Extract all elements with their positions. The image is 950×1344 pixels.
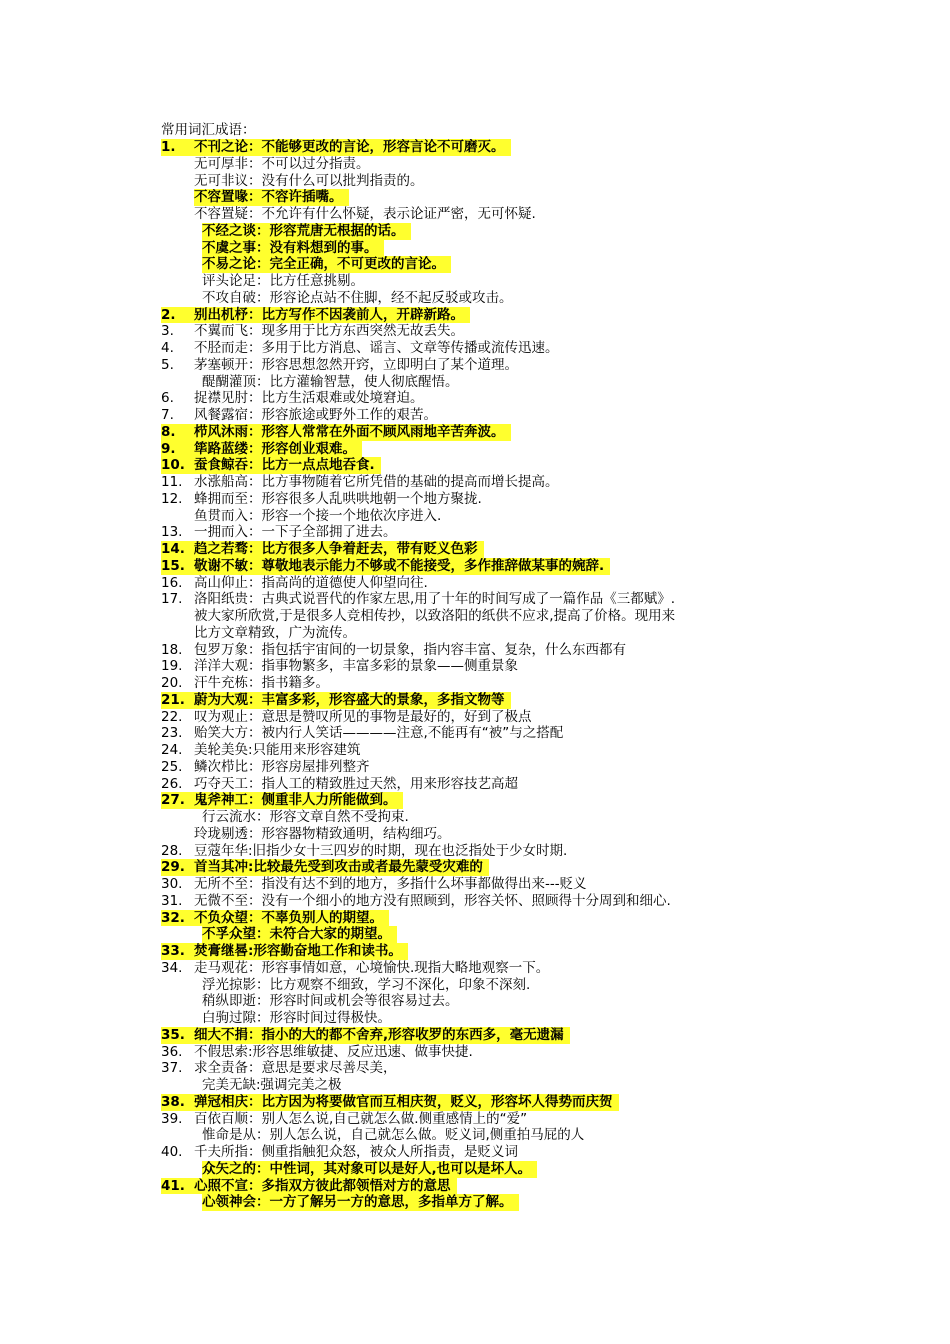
item-text: 无可厚非：不可以过分指责。 [194,155,370,172]
list-item [161,1094,841,1111]
item-number: 18. [161,641,183,658]
list-item [161,575,841,592]
item-text: 别出机杼：比方写作不因袭前人，开辟新路。 [194,307,470,324]
list-item [161,625,841,642]
item-number: 36. [161,1043,183,1060]
item-text: 首当其冲:比较最先受到攻击或者最先蒙受灾难的 [194,859,489,876]
list-item [161,742,841,759]
item-number: 28. [161,842,183,859]
list-item [161,1144,841,1161]
item-text: 栉风沐雨：形容人常常在外面不顾风雨地辛苦奔波。 [194,424,511,441]
list-item [161,357,841,374]
list-item [161,893,841,910]
item-text: 洋洋大观：指事物繁多，丰富多彩的景象——侧重景象 [194,658,518,675]
item-text: 不容置喙：不容许插嘴。 [194,189,349,206]
item-number: 4. [161,340,174,356]
item-text: 美轮美奂:只能用来形容建筑 [194,742,361,758]
item-text: 浮光掠影：比方观察不细致，学习不深化，印象不深刻. [202,976,531,993]
list-item [161,1044,841,1061]
item-number: 7. [161,407,174,423]
list-item [161,173,841,190]
item-text: 求全责备：意思是要求尽善尽美， [194,1060,397,1077]
list-item [161,859,841,876]
list-item [161,1027,841,1044]
item-number: 25. [161,758,183,775]
item-text: 完美无缺:强调完美之极 [202,1077,342,1093]
list-item [161,826,841,843]
item-number: 29. [161,859,209,876]
list-item [161,658,841,675]
item-text: 无可非议：没有什么可以批判指责的。 [194,172,424,189]
list-item [161,926,841,943]
item-text: 筚路蓝缕：形容创业艰难。 [194,441,362,458]
item-text: 汗牛充栋：指书籍多。 [194,675,329,691]
item-number: 3. [161,323,174,340]
list-item [161,792,841,809]
item-number: 6. [161,390,174,407]
item-text: 稍纵即逝：形容时间或机会等很容易过去。 [202,993,459,1010]
item-text: 评头论足：比方任意挑剔。 [202,273,364,289]
item-number: 30. [161,876,183,892]
item-text: 不攻自破：形容论点站不住脚，经不起反驳或攻击。 [202,289,513,306]
item-text: 不胫而走：多用于比方消息、谣言、文章等传播或流传迅速。 [194,340,559,356]
item-number: 2. [161,307,200,324]
item-text: 千夫所指：侧重指触犯众怒，被众人所指责，是贬义词 [194,1144,518,1160]
item-text: 白驹过隙：形容时间过得极快。 [202,1010,391,1026]
item-text: 无微不至：没有一个细小的地方没有照顾到，形容关怀、照顾得十分周到和细心. [194,892,671,909]
item-number: 20. [161,675,183,691]
item-text: 不经之谈：形容荒唐无根据的话。 [202,223,411,240]
item-number: 21. [161,692,209,709]
list-item [161,943,841,960]
list-item [161,206,841,223]
item-text: 巧夺天工：指人工的精致胜过天然，用来形容技艺高超 [194,775,518,792]
list-item [161,1077,841,1094]
item-text: 惟命是从：别人怎么说，自己就怎么做。贬义词,侧重拍马屁的人 [202,1127,585,1144]
item-text: 比方文章精致，广为流传。 [194,624,356,641]
item-text: 一拥而入：一下子全部拥了进去。 [194,524,397,541]
item-number: 12. [161,490,183,507]
document-body [161,122,841,1211]
item-text: 不刊之论：不能够更改的言论，形容言论不可磨灭。 [194,139,511,156]
item-number: 24. [161,742,183,758]
list-item [161,960,841,977]
item-text: 醍醐灌顶：比方灌输智慧，使人彻底醒悟。 [202,373,459,390]
item-number: 9. [161,441,200,458]
item-number: 33. [161,943,209,960]
item-text: 被大家所欣赏,于是很多人竞相传抄，以致洛阳的纸供不应求,提高了价格。现用来 [194,608,676,624]
item-text: 焚膏继晷:形容勤奋地工作和读书。 [194,943,408,960]
item-number: 35. [161,1027,209,1044]
list-item [161,189,841,206]
item-text: 包罗万象：指包括宇宙间的一切景象，指内容丰富、复杂，什么东西都有 [194,641,626,658]
document-title: 常用词汇成语： [161,122,256,138]
list-item [161,692,841,709]
list-item [161,256,841,273]
list-item [161,675,841,692]
item-number: 34. [161,959,183,976]
list-item [161,1010,841,1027]
list-item [161,340,841,357]
item-text: 鬼斧神工：侧重非人力所能做到。 [194,792,403,809]
item-text: 叹为观止：意思是赞叹所见的事物是最好的，好到了极点 [194,708,532,725]
item-text: 不负众望：不辜负别人的期望。 [194,910,389,927]
item-number: 5. [161,356,174,373]
item-text: 不孚众望：未符合大家的期望。 [202,926,397,943]
list-item [161,390,841,407]
item-number: 38. [161,1094,209,1111]
list-item [161,223,841,240]
list-item [161,240,841,257]
item-text: 蜂拥而至：形容很多人乱哄哄地朝一个地方聚拢. [194,490,482,507]
list-item [161,1161,841,1178]
item-text: 贻笑大方：被内行人笑话————注意,不能再有“被”与之搭配 [194,725,564,742]
list-item [161,474,841,491]
item-number: 39. [161,1110,183,1127]
item-number: 10. [161,457,209,474]
item-text: 不翼而飞：现多用于比方东西突然无故丢失。 [194,323,464,340]
list-item [161,374,841,391]
list-item [161,1194,841,1211]
list-item [161,524,841,541]
list-item [161,457,841,474]
list-item [161,323,841,340]
list-item [161,709,841,726]
list-item [161,441,841,458]
item-number: 37. [161,1060,183,1077]
list-item [161,407,841,424]
list-item [161,725,841,742]
idiom-list [161,139,841,1211]
item-number: 41. [161,1178,209,1195]
item-text: 茅塞顿开：形容思想忽然开窍，立即明白了某个道理。 [194,356,518,373]
list-item [161,977,841,994]
list-item [161,156,841,173]
item-number: 32. [161,910,209,927]
list-item [161,491,841,508]
item-text: 高山仰止：指高尚的道德使人仰望向往. [194,574,428,591]
item-number: 26. [161,775,183,792]
item-text: 心领神会：一方了解另一方的意思，多指单方了解。 [202,1194,519,1211]
item-text: 行云流水：形容文章自然不受拘束. [202,809,409,825]
list-item [161,290,841,307]
list-item [161,642,841,659]
item-text: 不易之论：完全正确，不可更改的言论。 [202,256,451,273]
item-number: 22. [161,708,183,725]
list-item [161,809,841,826]
item-number: 31. [161,892,183,909]
item-text: 洛阳纸贵：古典式说晋代的作家左思,用了十年的时间写成了一篇作品《三都赋》. [194,591,676,608]
item-text: 豆蔻年华:旧指少女十三四岁的时期，现在也泛指处于少女时期. [194,842,568,859]
list-item [161,139,841,156]
item-text: 蚕食鲸吞：比方一点点地吞食. [194,457,381,474]
list-item [161,307,841,324]
list-item [161,993,841,1010]
item-text: 心照不宣：多指双方彼此都领悟对方的意思 [194,1178,457,1195]
item-number: 13. [161,524,183,541]
item-text: 捉襟见肘：比方生活艰难或处境窘迫。 [194,390,424,407]
item-text: 玲珑剔透：形容器物精致通明，结构细巧。 [194,825,451,842]
list-item [161,558,841,575]
item-text: 不容置疑：不允许有什么怀疑，表示论证严密，无可怀疑. [194,206,536,222]
list-item [161,776,841,793]
item-number: 11. [161,474,183,490]
list-item [161,541,841,558]
list-item [161,910,841,927]
list-item [161,508,841,525]
item-number: 40. [161,1144,183,1160]
item-text: 弹冠相庆：比方因为将要做官而互相庆贺，贬义，形容坏人得势而庆贺 [194,1094,619,1111]
list-item [161,608,841,625]
list-item [161,591,841,608]
item-number: 17. [161,591,183,608]
list-item [161,1178,841,1195]
item-text: 无所不至：指没有达不到的地方，多指什么坏事都做得出来---贬义 [194,876,587,892]
item-text: 细大不捐：指小的大的都不舍弃,形容收罗的东西多，毫无遗漏 [194,1027,570,1044]
list-item [161,273,841,290]
item-number: 1. [161,139,200,156]
item-number: 16. [161,574,183,591]
list-item [161,759,841,776]
item-text: 鱼贯而入：形容一个接一个地依次序进入. [194,507,442,524]
list-item [161,876,841,893]
item-text: 趋之若骛：比方很多人争着赶去，带有贬义色彩 [194,541,484,558]
item-number: 8. [161,424,200,441]
item-text: 不假思索:形容思维敏捷、反应迅速、做事快捷. [194,1043,473,1060]
item-text: 众矢之的：中性词，其对象可以是好人,也可以是坏人。 [202,1161,537,1178]
list-item [161,843,841,860]
list-item [161,1127,841,1144]
item-text: 百依百顺：别人怎么说,自己就怎么做.侧重感情上的“爱” [194,1110,528,1127]
item-text: 鳞次栉比：形容房屋排列整齐 [194,758,370,775]
item-text: 敬谢不敏：尊敬地表示能力不够或不能接受，多作推辞做某事的婉辞. [194,558,610,575]
list-item [161,1111,841,1128]
item-text: 走马观花：形容事情如意，心境愉快.现指大略地观察一下。 [194,959,550,976]
item-text: 水涨船高：比方事物随着它所凭借的基础的提高而增长提高。 [194,474,559,490]
item-text: 不虞之事：没有料想到的事。 [202,240,384,257]
item-number: 19. [161,658,183,675]
item-text: 风餐露宿：形容旅途或野外工作的艰苦。 [194,407,437,423]
item-number: 15. [161,558,209,575]
item-number: 14. [161,541,209,558]
item-number: 27. [161,792,209,809]
list-item [161,424,841,441]
list-item [161,1060,841,1077]
item-number: 23. [161,725,183,742]
item-text: 蔚为大观：丰富多彩，形容盛大的景象，多指文物等 [194,692,511,709]
